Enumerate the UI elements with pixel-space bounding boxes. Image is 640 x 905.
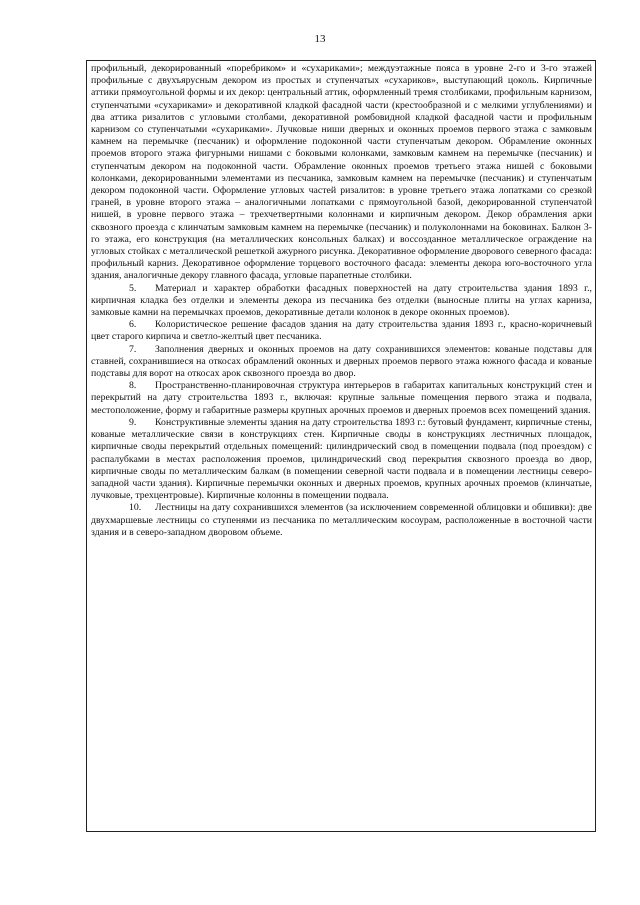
paragraph-number: 9. [129, 416, 137, 428]
paragraph-number: 8. [129, 380, 137, 392]
paragraph-8 [91, 380, 592, 417]
paragraph-number: 6. [129, 319, 137, 331]
paragraph-text: Материал и характер обработки фасадных поверхностей на дату строительства здания 1893 г., кирпичная кладка без отделки и элементы декора из песчаника без отделки (выносные плиты на углах карниза, замковые камни на перемычках проемов, декоративные детали колонок в декоре оконных проемов). [91, 282, 592, 319]
paragraph-text: Лестницы на дату сохранившихся элементов (за исключением современной облицовки и обшивки): две двухмаршевые лестницы со ступенями из песчаника по металлическим косоурам, расположенные в восточной части здания и в северо-западном дворовом объеме. [91, 502, 592, 538]
paragraph-text: Заполнения дверных и оконных проемов на дату сохранившихся элементов: кованые подставы для ставней, сохранившиеся на откосах обрамлений оконных и дверных проемов первого этажа южного фасада и кованые подставы для ворот на откосах арок сквозного проезда во двор. [91, 343, 592, 380]
paragraph-number: 5. [129, 282, 137, 294]
paragraph-5 [91, 283, 592, 320]
paragraph-text: Конструктивные элементы здания на дату строительства 1893 г.: бутовый фундамент, кирпичные стены, кованые металлические связи в конструкциях стен. Кирпичные своды в конструкциях лестничных площадок, кирпичные своды перекрытий отдельных помещений: цилиндрический свод в помещении подвала (под проездом) с распалубками в местах расположения проемов, цилиндрический свод перекрытия сквозного проезда во двор, кирпичные своды по металлическим балкам (в помещении северной части подвала и в помещении лестницы северо-западной части здания). Кирпичные перемычки оконных и дверных проемов, крупных арочных проемов (клинчатые, лучковые, трехцентровые). Кирпичные колонны в помещении подвала. [91, 416, 592, 502]
paragraph-10 [91, 502, 592, 539]
paragraph-6 [91, 319, 592, 343]
paragraph-number: 7. [129, 343, 137, 355]
paragraph-continued [91, 63, 592, 283]
paragraph-text: Пространственно-планировочная структура интерьеров в габаритах капитальных конструкций стен и перекрытий на дату строительства 1893 г., включая: крупные зальные помещения первого этажа и подвала, местоположение, форму и габаритные размеры крупных арочных проемов и дверных проемов всех помещений здания. [91, 380, 592, 416]
paragraph-number: 10. [129, 502, 142, 514]
page-number: 13 [314, 33, 326, 45]
paragraph-7 [91, 344, 592, 381]
document-frame [86, 60, 596, 832]
paragraph-text: профильный, декорированный «поребриком» и «сухариками»; междуэтажные пояса в уровне 2-го и 3-го этажей профильные с двухъярусным декором из простых и ступенчатых «сухариков», выступающий цоколь. Кирпичные аттики прямоугольной формы и их декор: центральный аттик, оформленный тремя столбиками, профильным карнизом, ступенчатыми «сухариками» и декоративной кладкой фасадной части (крестообразной и с мелкими углублениями) и два аттика ризалитов с угловыми столбами, декоративной ромбовидной кладкой фасадной части и профильным карнизом со ступенчатыми «сухариками». Лучковые ниши дверных и оконных проемов первого этажа с замковым камнем на перемычке (песчаник) и оформление подоконной части ступенчатым декором. Обрамление оконных проемов второго этажа фигурными нишами с боковыми колонками, замковым камнем на перемычке (песчаник) и ступенчатым декором на подоконной части. Обрамление оконных проемов третьего этажа нишей с боковыми колонками, декорированными элементами из песчаника, замковым камнем на перемычке (песчаник) и ступенчатым декором подоконной части. Оформление угловых частей ризалитов: в уровне третьего этажа лопатками со срезкой граней, в уровне второго этажа – аналогичными лопатками с прямоугольной базой, декорированной ступенчатой нишей, в уровне первого этажа – трехчетвертными колоннами и кирпичным декором. Декор обрамления арки сквозного проезда с клинчатым замковым камнем на перемычке (песчаник) и полуколоннами на боковинах. Балкон 3-го этажа, его конструкция (на металлических консольных балках) и воссозданное металлическое ограждение на угловых стойках с металлической решеткой ажурного рисунка. Декоративное оформление дворового северного фасада: профильный карниз. Декоративное оформление торцевого восточного фасада: элементы декора юго-восточного угла здания, аналогичные декору главного фасада, угловые парапетные столбики. [91, 63, 592, 282]
paragraph-text: Колористическое решение фасадов здания на дату строительства здания 1893 г., красно-коричневый цвет старого кирпича и светло-желтый цвет песчаника. [91, 319, 592, 343]
paragraph-9 [91, 417, 592, 502]
